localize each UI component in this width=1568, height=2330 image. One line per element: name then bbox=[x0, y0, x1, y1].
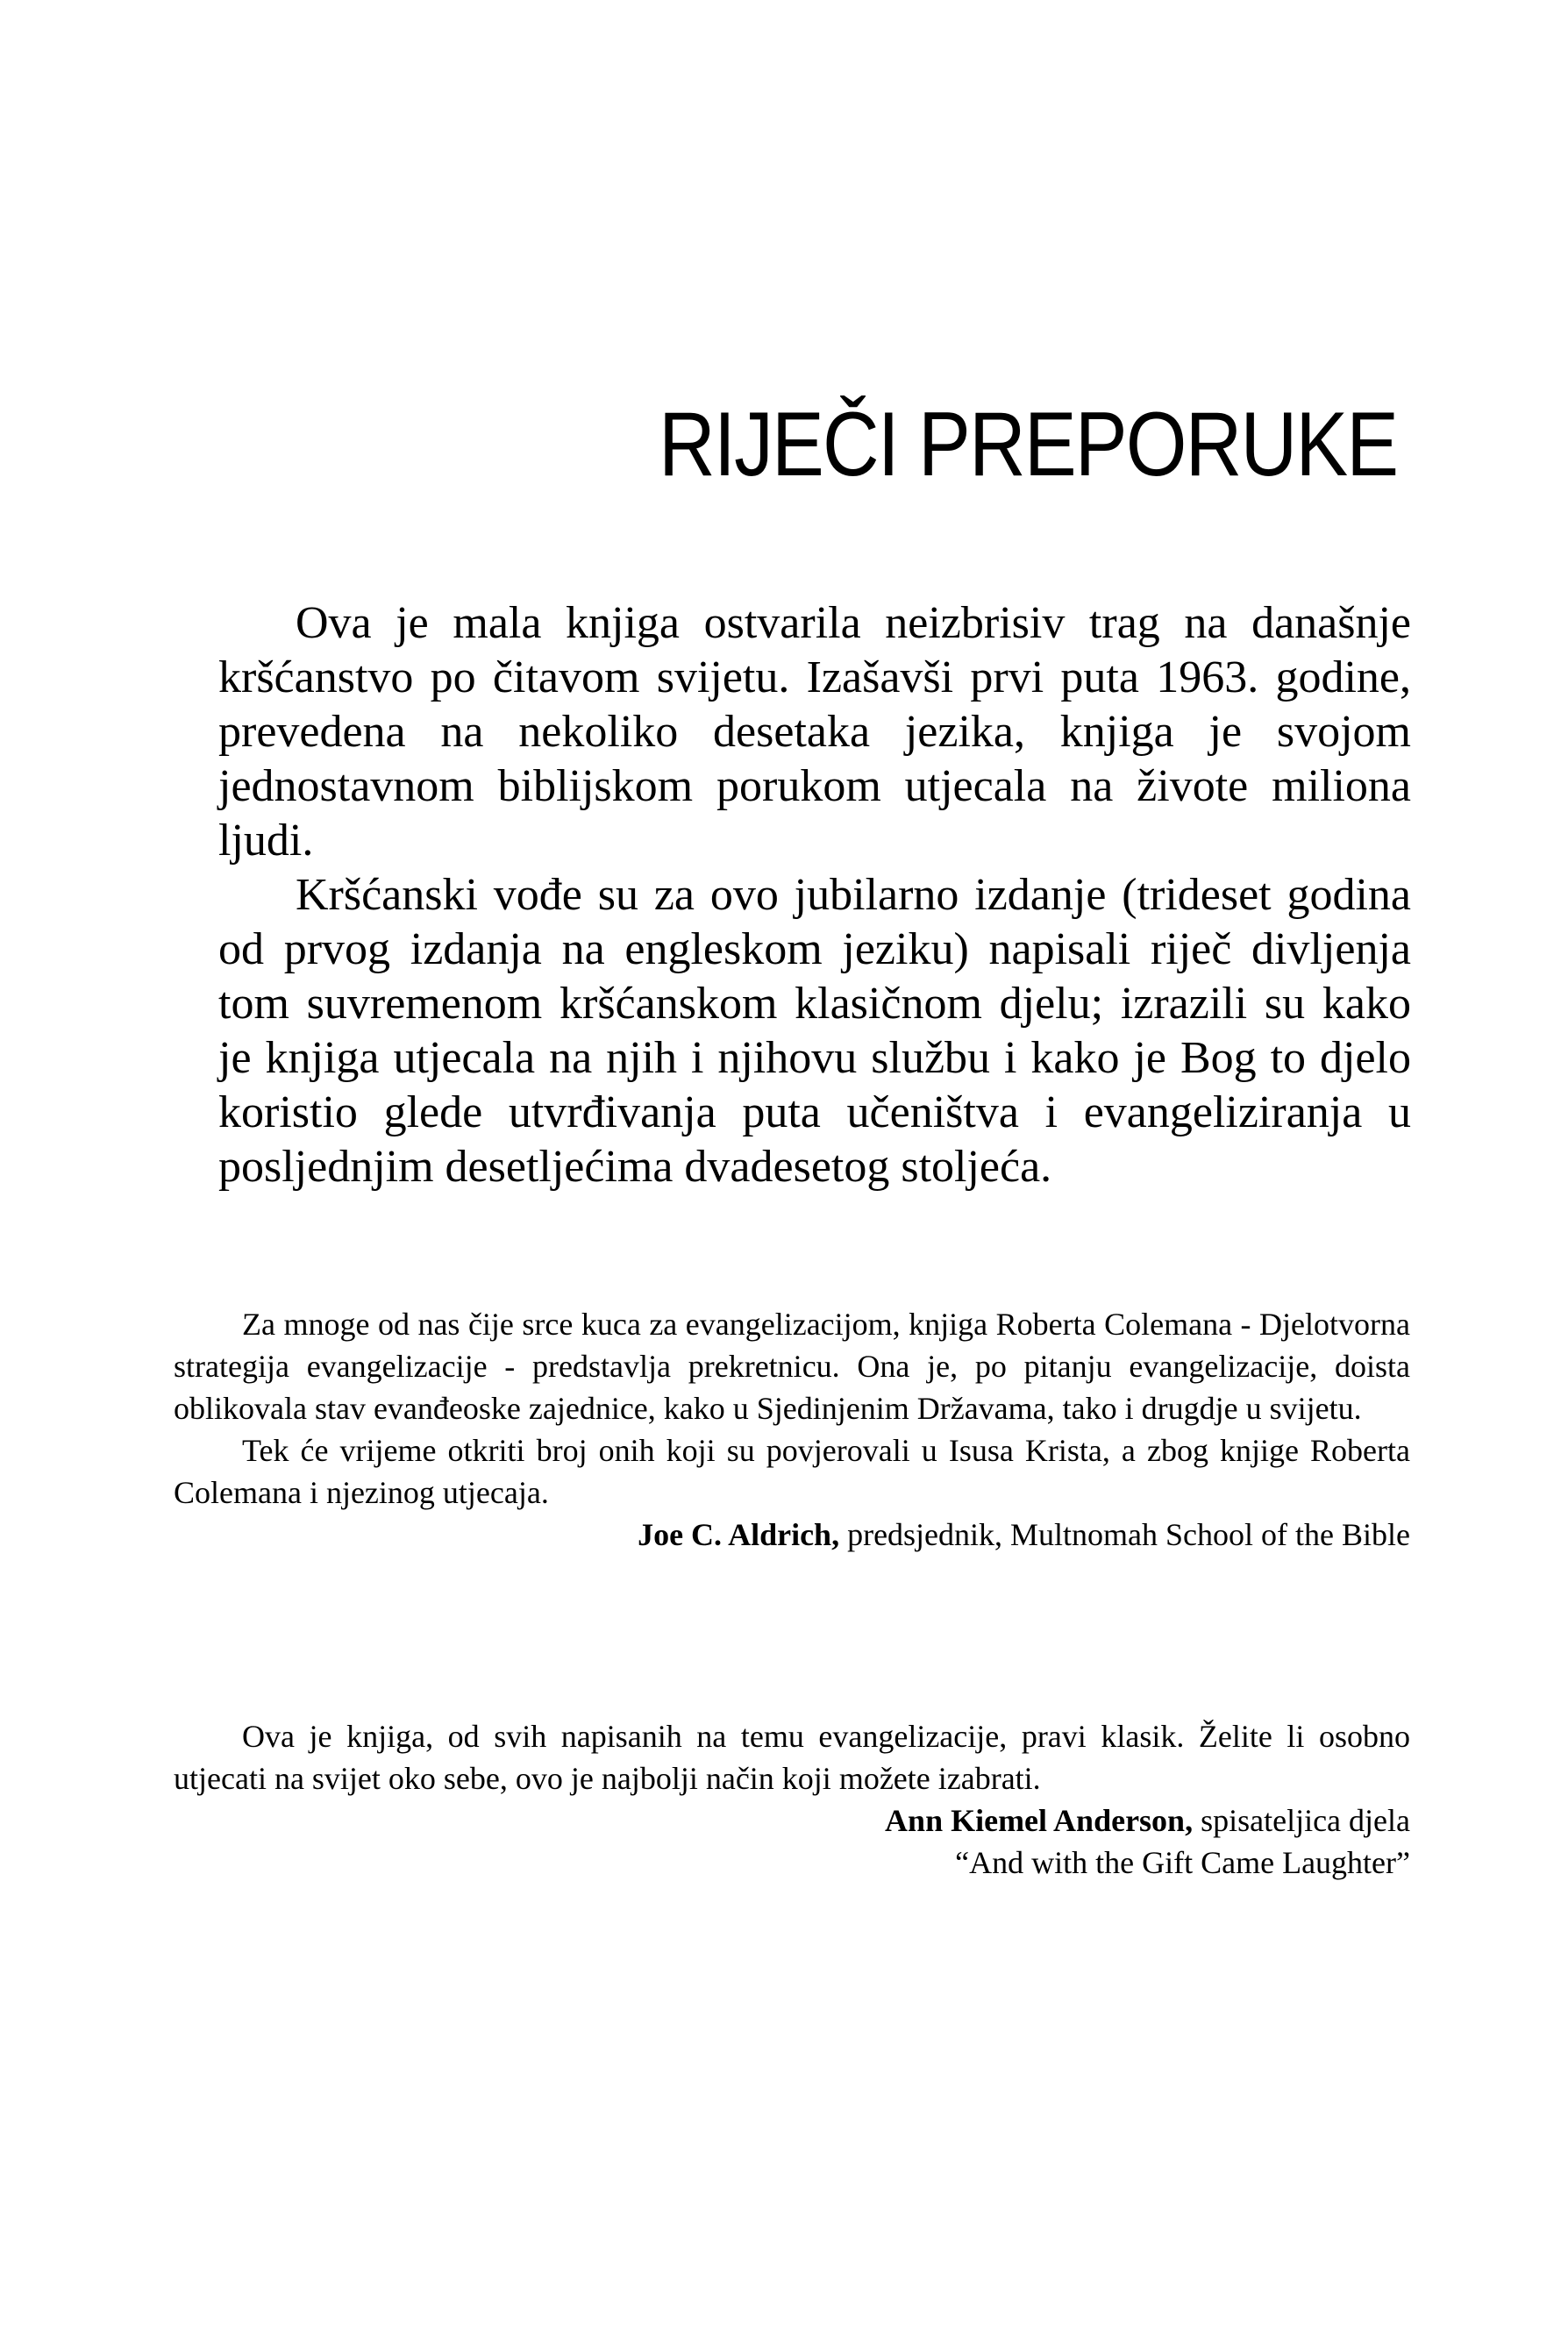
author-work-title: “And with the Gift Came Laughter” bbox=[955, 1845, 1410, 1880]
intro-paragraph: Kršćanski vođe su za ovo jubilarno izdanje (trideset godina od prvog izdanja na engleskom jeziku) napisali riječ divljenja tom suvremenom kršćanskom klasičnom djelu; izrazili su kako je knjiga utjecala na njih i njihovu službu i kako je Bog to djelo koristio glede utvrđivanja puta učeništva i evangeliziranja u posljednjim desetljećima dvadesetog stoljeća. bbox=[218, 870, 1411, 1192]
endorsement-anderson bbox=[174, 1715, 1410, 1884]
endorsement-paragraph: Ova je knjiga, od svih napisanih na temu evangelizacije, pravi klasik. Želite li osobno utjecati na svijet oko sebe, ovo je najbolji način koji možete izabrati. bbox=[174, 1719, 1410, 1796]
endorsement-paragraph: Tek će vrijeme otkriti broj onih koji su povjerovali u Isusa Krista, a zbog knjige Roberta Colemana i njezinog utjecaja. bbox=[174, 1433, 1410, 1510]
intro-paragraph: Ova je mala knjiga ostvarila neizbrisiv trag na današnje kršćanstvo po čitavom svijetu. Izašavši prvi puta 1963. godine, prevedena na nekoliko desetaka jezika, knjiga je svojom jednostavnom biblijskom porukom utjecala na živote miliona ljudi. bbox=[218, 598, 1411, 866]
intro-section bbox=[218, 596, 1411, 1194]
author-name: Joe C. Aldrich, bbox=[638, 1517, 840, 1552]
endorsement-paragraph: Za mnoge od nas čije srce kuca za evangelizacijom, knjiga Roberta Colemana - Djelotvorna strategija evangelizacije - predstavlja prekretnicu. Ona je, po pitanju evangelizacije, doista oblikovala stav evanđeoske zajednice, kako u Sjedinjenim Državama, tako i drugdje u svijetu. bbox=[174, 1307, 1410, 1426]
endorsement-aldrich bbox=[174, 1303, 1410, 1556]
author-name: Ann Kiemel Anderson, bbox=[885, 1803, 1194, 1838]
author-role: predsjednik, Multnomah School of the Bible bbox=[839, 1517, 1410, 1552]
endorsement-attribution bbox=[174, 1514, 1410, 1556]
author-role: spisateljica djela bbox=[1193, 1803, 1410, 1838]
endorsement-attribution bbox=[174, 1799, 1410, 1842]
page-title: RIJEČI PREPORUKE bbox=[658, 394, 1397, 495]
